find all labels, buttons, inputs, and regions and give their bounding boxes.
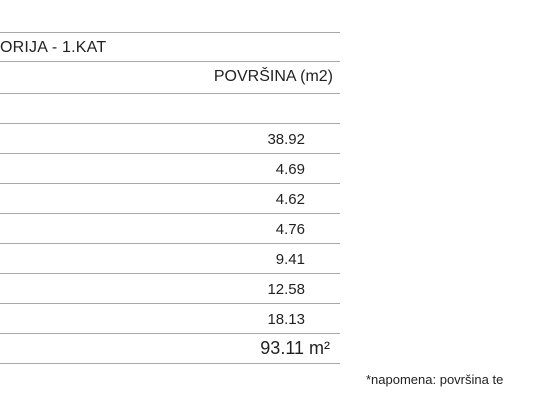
title-row [0,32,340,62]
blank-row [0,94,340,124]
footnote: *napomena: površina te [366,372,504,387]
area-table [0,32,340,364]
table-row [0,244,340,274]
area-value: 12.58 [267,281,305,298]
area-value: 4.62 [275,191,305,208]
table-title: ORIJA - 1.KAT [0,39,107,56]
area-column-header: POVRŠINA (m2) [213,68,333,85]
area-value: 4.76 [275,221,305,238]
total-row [0,334,340,364]
header-row [0,62,340,94]
area-value: 38.92 [267,131,305,148]
table-row [0,124,340,154]
area-value: 9.41 [275,251,305,268]
total-area: 93.11 m² [260,338,330,358]
table-row [0,214,340,244]
table-row [0,274,340,304]
table-row [0,304,340,334]
area-value: 4.69 [275,161,305,178]
area-value: 18.13 [267,311,305,328]
table-row [0,154,340,184]
table-row [0,184,340,214]
